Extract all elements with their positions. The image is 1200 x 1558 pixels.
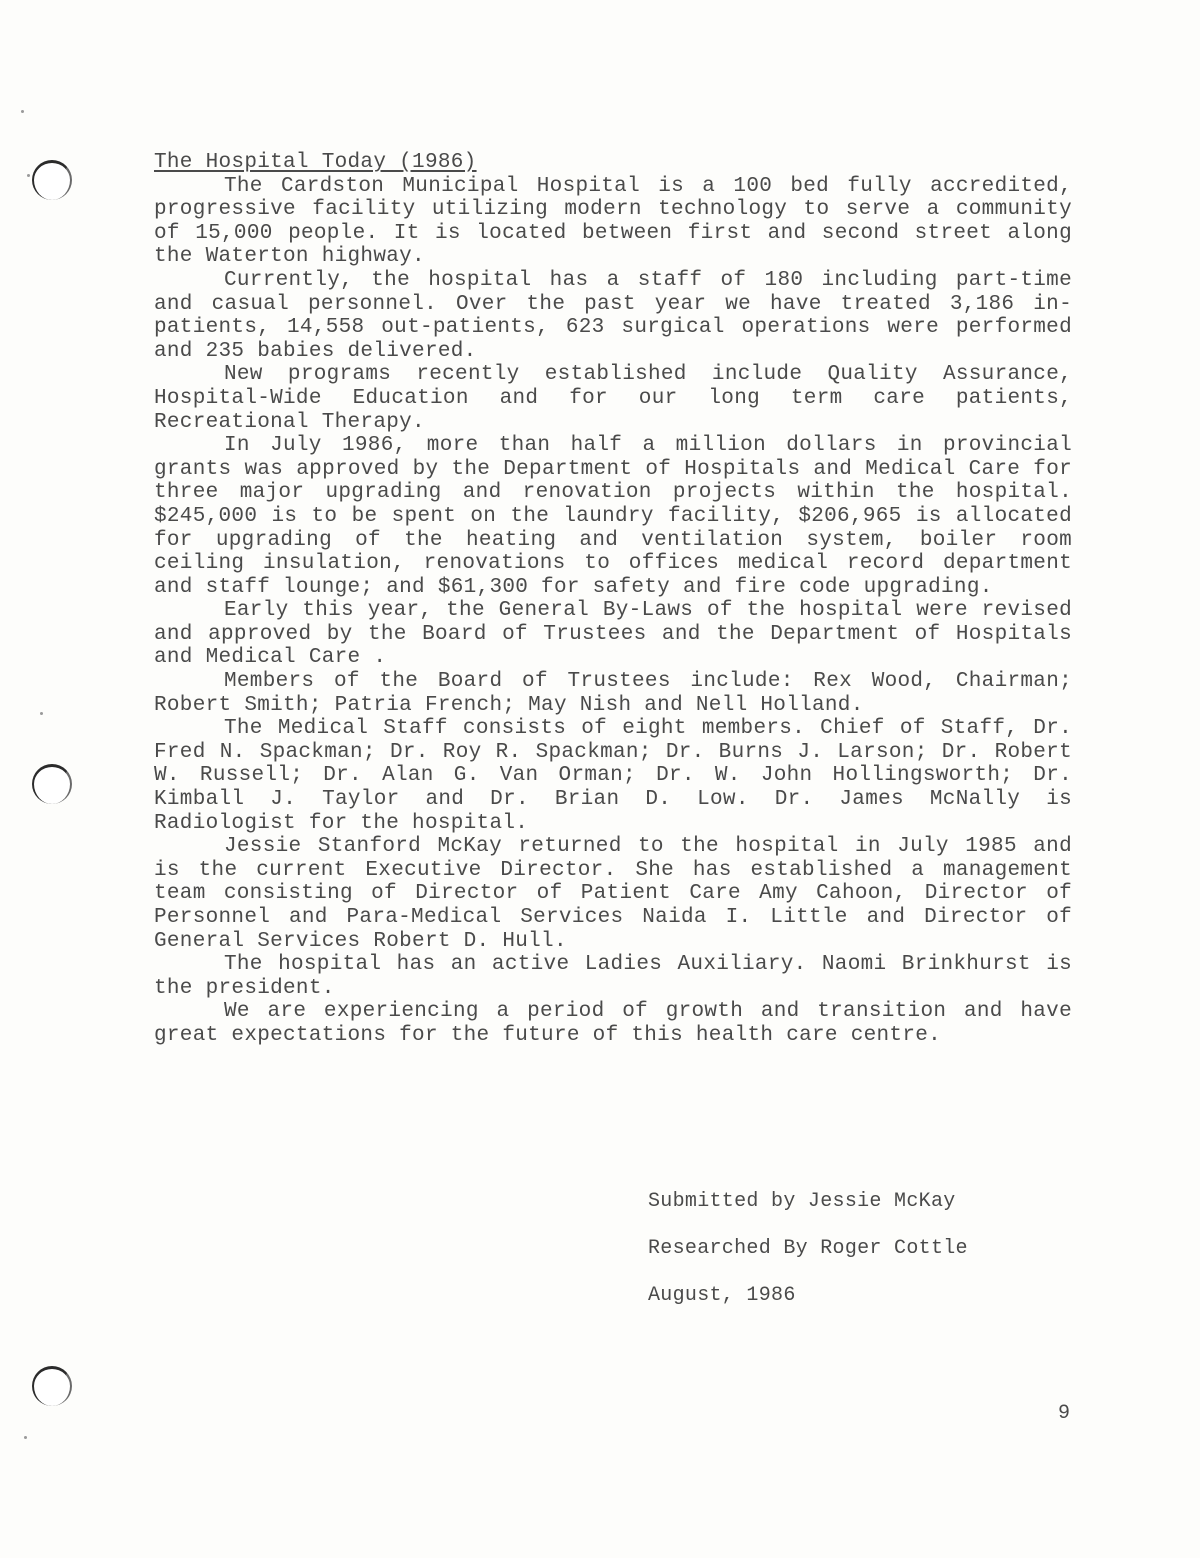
scan-speck: [24, 1436, 27, 1439]
signature-block: [648, 1190, 968, 1331]
paragraph-grants: In July 1986, more than half a million dollars in provincial grants was approved by the Department of Hospitals and Medical Care for three major upgrading and renovation projects within the hospital. $245,000 is to be spent on the laundry facility, $206,965 is allocated for upgrading of the heating and ventilation system, boiler room ceiling insulation, renovations to offices medical record department and staff lounge; and $61,300 for safety and fire code upgrading.: [154, 434, 1072, 599]
document-title: The Hospital Today (1986): [154, 151, 477, 174]
scan-speck: [40, 712, 43, 715]
scan-speck: [27, 174, 30, 177]
document-date: August, 1986: [648, 1284, 796, 1307]
paragraph-staff-statistics: Currently, the hospital has a staff of 180 including part-time and casual personnel. Over the past year we have treated 3,186 in-patients, 14,558 out-patients, 623 surgical operations were performed and 235 babies delivered.: [154, 268, 1072, 363]
submitted-by: Submitted by Jessie McKay: [648, 1190, 956, 1213]
paragraph-hospital-overview: The Cardston Municipal Hospital is a 100 bed fully accredited, progressive facility utilizing modern technology to serve a community of 15,000 people. It is located between first and second street along the Waterton highway.: [154, 174, 1072, 269]
paragraph-closing: We are experiencing a period of growth and transition and have great expectations for the future of this health care centre.: [154, 1000, 1072, 1047]
punch-hole-middle: [32, 764, 72, 804]
paragraph-board-of-trustees: Members of the Board of Trustees include: Rex Wood, Chairman; Robert Smith; Patria French; May Nish and Nell Holland.: [154, 670, 1072, 717]
paragraph-ladies-auxiliary: The hospital has an active Ladies Auxiliary. Naomi Brinkhurst is the president.: [154, 953, 1072, 1000]
paragraph-bylaws: Early this year, the General By-Laws of the hospital were revised and approved by the Board of Trustees and the Department of Hospitals and Medical Care .: [154, 599, 1072, 670]
page-number: 9: [1058, 1402, 1071, 1425]
punch-hole-top: [32, 160, 72, 200]
scan-speck: [21, 110, 24, 113]
paragraph-executive-director: Jessie Stanford McKay returned to the hospital in July 1985 and is the current Executive Director. She has established a management team consisting of Director of Patient Care Amy Cahoon, Director of Personnel and Para-Medical Services Naida I. Little and Director of General Services Robert D. Hull.: [154, 835, 1072, 953]
paragraph-medical-staff: The Medical Staff consists of eight members. Chief of Staff, Dr. Fred N. Spackman; Dr. Roy R. Spackman; Dr. Burns J. Larson; Dr. Robert W. Russell; Dr. Alan G. Van Orman; Dr. W. John Hollingsworth; Dr. Kimball J. Taylor and Dr. Brian D. Low. Dr. James McNally is Radiologist for the hospital.: [154, 717, 1072, 835]
paragraph-new-programs: New programs recently established include Quality Assurance, Hospital-Wide Education and for our long term care patients, Recreational Therapy.: [154, 363, 1072, 434]
researched-by: Researched By Roger Cottle: [648, 1237, 968, 1260]
punch-hole-bottom: [32, 1366, 72, 1406]
document-body: [154, 151, 1072, 1048]
